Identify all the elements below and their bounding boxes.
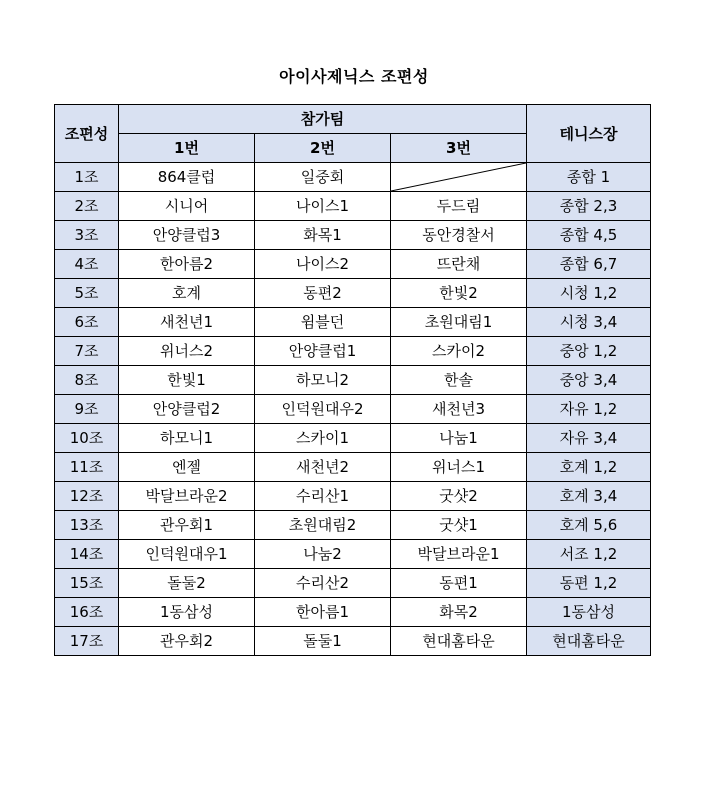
table-row <box>55 511 651 540</box>
cell-team2: 스카이1 <box>255 424 391 453</box>
table-row <box>55 395 651 424</box>
cell-team2: 나눔2 <box>255 540 391 569</box>
cell-team2: 동편2 <box>255 279 391 308</box>
cell-team3: 화목2 <box>391 598 527 627</box>
header-court: 테니스장 <box>527 105 651 163</box>
cell-team1: 안양클럽3 <box>119 221 255 250</box>
header-team3: 3번 <box>391 134 527 163</box>
cell-group: 11조 <box>55 453 119 482</box>
table-row <box>55 424 651 453</box>
table-row <box>55 337 651 366</box>
cell-team3: 한솔 <box>391 366 527 395</box>
cell-court: 1동삼성 <box>527 598 651 627</box>
group-table <box>54 104 651 656</box>
cell-team1: 864클럽 <box>119 163 255 192</box>
cell-team1: 시니어 <box>119 192 255 221</box>
table-row <box>55 366 651 395</box>
cell-group: 2조 <box>55 192 119 221</box>
cell-team1: 호계 <box>119 279 255 308</box>
cell-team1: 위너스2 <box>119 337 255 366</box>
header-group: 조편성 <box>55 105 119 163</box>
cell-team2: 한아름1 <box>255 598 391 627</box>
cell-group: 10조 <box>55 424 119 453</box>
cell-team3: 두드림 <box>391 192 527 221</box>
cell-team3: 굿샷1 <box>391 511 527 540</box>
cell-court: 중앙 1,2 <box>527 337 651 366</box>
cell-court: 종합 4,5 <box>527 221 651 250</box>
cell-court: 현대홈타운 <box>527 627 651 656</box>
cell-team2: 인덕원대우2 <box>255 395 391 424</box>
cell-team1: 1동삼성 <box>119 598 255 627</box>
cell-team3: 뜨란채 <box>391 250 527 279</box>
table-row <box>55 540 651 569</box>
cell-court: 자유 3,4 <box>527 424 651 453</box>
cell-team2: 하모니2 <box>255 366 391 395</box>
cell-court: 시청 3,4 <box>527 308 651 337</box>
cell-team2: 수리산1 <box>255 482 391 511</box>
cell-team3: 한빛2 <box>391 279 527 308</box>
cell-team1: 한빛1 <box>119 366 255 395</box>
table-row <box>55 308 651 337</box>
cell-team2: 나이스2 <box>255 250 391 279</box>
table-row <box>55 279 651 308</box>
cell-team2: 수리산2 <box>255 569 391 598</box>
cell-court: 시청 1,2 <box>527 279 651 308</box>
cell-team3-empty <box>391 163 527 192</box>
cell-group: 13조 <box>55 511 119 540</box>
cell-court: 종합 6,7 <box>527 250 651 279</box>
cell-group: 6조 <box>55 308 119 337</box>
cell-team3: 위너스1 <box>391 453 527 482</box>
cell-group: 4조 <box>55 250 119 279</box>
cell-court: 호계 3,4 <box>527 482 651 511</box>
table-row <box>55 192 651 221</box>
cell-team2: 초원대림2 <box>255 511 391 540</box>
table-row <box>55 569 651 598</box>
table-row <box>55 453 651 482</box>
cell-team1: 인덕원대우1 <box>119 540 255 569</box>
cell-group: 12조 <box>55 482 119 511</box>
cell-team2: 화목1 <box>255 221 391 250</box>
header-team2: 2번 <box>255 134 391 163</box>
table-row <box>55 627 651 656</box>
cell-team1: 관우회1 <box>119 511 255 540</box>
page-title: 아이사제닉스 조편성 <box>279 67 429 86</box>
cell-team3: 현대홈타운 <box>391 627 527 656</box>
cell-group: 9조 <box>55 395 119 424</box>
cell-team3: 동편1 <box>391 569 527 598</box>
header-teams: 참가팀 <box>119 105 527 134</box>
cell-court: 호계 5,6 <box>527 511 651 540</box>
cell-court: 서조 1,2 <box>527 540 651 569</box>
diagonal-line <box>391 163 526 191</box>
cell-group: 7조 <box>55 337 119 366</box>
table-row <box>55 163 651 192</box>
cell-team1: 한아름2 <box>119 250 255 279</box>
cell-team1: 박달브라운2 <box>119 482 255 511</box>
cell-team2: 윔블던 <box>255 308 391 337</box>
cell-team3: 스카이2 <box>391 337 527 366</box>
cell-court: 동편 1,2 <box>527 569 651 598</box>
cell-court: 종합 1 <box>527 163 651 192</box>
cell-team1: 돌둘2 <box>119 569 255 598</box>
table-row <box>55 221 651 250</box>
table-row <box>55 482 651 511</box>
cell-group: 3조 <box>55 221 119 250</box>
table-row <box>55 250 651 279</box>
header-team1: 1번 <box>119 134 255 163</box>
cell-team3: 동안경찰서 <box>391 221 527 250</box>
cell-court: 호계 1,2 <box>527 453 651 482</box>
cell-group: 14조 <box>55 540 119 569</box>
cell-team1: 관우회2 <box>119 627 255 656</box>
cell-team1: 안양클럽2 <box>119 395 255 424</box>
cell-team3: 초원대림1 <box>391 308 527 337</box>
cell-group: 1조 <box>55 163 119 192</box>
cell-team2: 안양클럽1 <box>255 337 391 366</box>
cell-court: 자유 1,2 <box>527 395 651 424</box>
cell-team2: 나이스1 <box>255 192 391 221</box>
table-row <box>55 598 651 627</box>
cell-group: 5조 <box>55 279 119 308</box>
cell-team3: 굿샷2 <box>391 482 527 511</box>
table-body <box>55 163 651 656</box>
cell-team2: 새천년2 <box>255 453 391 482</box>
cell-group: 8조 <box>55 366 119 395</box>
cell-court: 중앙 3,4 <box>527 366 651 395</box>
cell-team1: 하모니1 <box>119 424 255 453</box>
cell-team3: 박달브라운1 <box>391 540 527 569</box>
cell-team1: 새천년1 <box>119 308 255 337</box>
cell-group: 16조 <box>55 598 119 627</box>
cell-team3: 나눔1 <box>391 424 527 453</box>
cell-team3: 새천년3 <box>391 395 527 424</box>
cell-group: 15조 <box>55 569 119 598</box>
cell-group: 17조 <box>55 627 119 656</box>
cell-court: 종합 2,3 <box>527 192 651 221</box>
cell-team2: 일중회 <box>255 163 391 192</box>
cell-team2: 돌둘1 <box>255 627 391 656</box>
cell-team1: 엔젤 <box>119 453 255 482</box>
